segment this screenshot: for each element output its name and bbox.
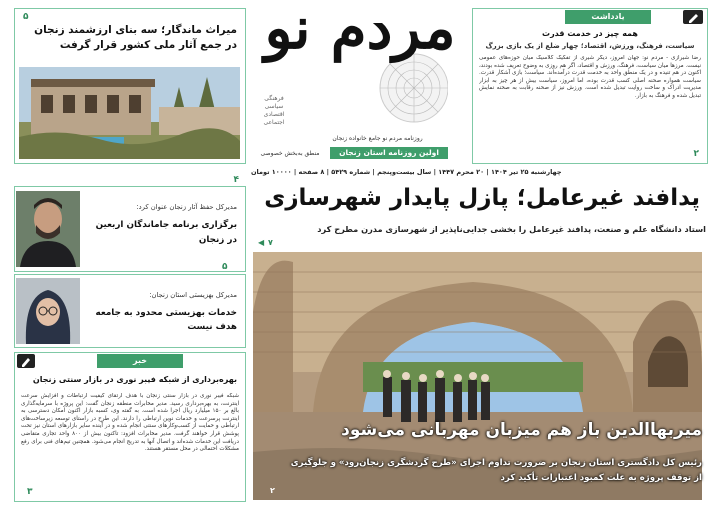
lead-page-number: ۷ xyxy=(268,238,273,247)
arrow-icon: ◀ xyxy=(258,238,265,247)
news-title: بهره‌برداری از شبکه فیبر نوری در بازار سنتی زنجان xyxy=(32,375,237,384)
editorial-box[interactable] xyxy=(472,8,708,164)
official-portrait-2 xyxy=(16,278,80,344)
page-number: ۵ xyxy=(23,12,29,22)
tagline: روزنامه مردم نو جامع خانواده زنجان xyxy=(332,135,423,142)
heritage-house-photo xyxy=(19,67,240,159)
side-story-1-title: برگزاری برنامه جاماندگان اربعین در زنجان xyxy=(95,220,237,245)
photo-story-title[interactable]: میربهاالدین باز هم میزبان مهربانی می‌شود xyxy=(341,420,702,440)
lead-subtitle: استاد دانشگاه علم و صنعت، پدافند غیرعامل را بخشی جدایی‌ناپذیر از شهرسازی مدرن مطرح کرد xyxy=(317,224,706,234)
editorial-title: همه چیز در خدمت قدرت xyxy=(542,29,638,38)
side-story-2-page: ۵ xyxy=(222,262,228,272)
lead-title[interactable]: پدافند غیرعامل؛ پازل پایدار شهرسازی xyxy=(264,185,700,211)
editorial-body: رضا شیرازی - مردم نو: جهان امروز، دیگر شیری از تفکیک کلاسیک میان حوزه‌های عمومی نیست. مرزها میان سیاست، فرهنگ، ورزش و اقتصاد، اگر هم روزی به وضوح تعریف شده بودند، اکنون در هم تنیده و در یک منطق واحد به خدمت قدرت درآمده‌اند. سیاست؛ بازی آشکار قدرت. سیاست همواره صحنه اصلی کسب قدرت بوده، اما امروز، سیاست بیش از هر چیز به ابزار مدیریت ادراک و ساخت روایت تبدیل شده است. ورزش نیز از صحنه رقابت به صحنه نمایش تبدیل شده و فرهنگ به بازار. xyxy=(479,55,701,99)
news-body: شبکه فیبر نوری در بازار سنتی زنجان با هدف ارتقای کیفیت ارتباطات و افزایش سرعت اینترنت، به بهره‌برداری رسید. مدیر مخابرات منطقه زنجان گفت: این پروژه با سرمایه‌گذاری بالغ بر ۱۵۰ میلیارد ریال اجرا شده است. به گفته وی، کسبه بازار اکنون امکان دسترسی به اینترنت پرسرعت و خدمات نوین ارتباطی را دارند. این طرح در راستای توسعه زیرساخت‌های ارتباطی و حمایت از کسب‌وکارهای سنتی انجام شده و در آینده سایر بازارهای استان نیز تحت پوشش قرار خواهند گرفت. مدیر مخابرات افزود: تاکنون بیش از ۸۰۰ واحد تجاری متقاضی دریافت این خدمات شده‌اند و اتصال آنها به تدریج انجام می‌شود. همچنین تیم‌های فنی برای رفع مشکلات احتمالی در محل مستقر هستند. xyxy=(21,393,239,453)
top-left-title: میراث ماندگار؛ سه بنای ارزشمند زنجان در جمع آثار ملی کشور قرار گرفت xyxy=(34,24,237,51)
side-word: اقتصادی xyxy=(263,111,285,118)
side-word: فرهنگی xyxy=(264,95,284,102)
side-word: سیاسی xyxy=(264,103,284,110)
side-word: اجتماعی xyxy=(263,119,285,126)
photo-page-number: ۲ xyxy=(270,486,275,495)
distribution-note: منطق به‌بخش خصوصی xyxy=(260,150,320,157)
editorial-tag: یادداشت xyxy=(565,10,651,24)
date-line: چهارشنبه ۲۵ تیر ۱۴۰۴ | ۲۰ محرم ۱۴۴۷ | سال بیست‌وپنجم | شماره ۵۴۲۹ | ۸ صفحه | ۱۰۰۰۰ تومان xyxy=(251,168,562,176)
official-portrait-1 xyxy=(16,191,80,267)
side-story-2-kicker: مدیرکل بهزیستی استان زنجان: xyxy=(149,291,237,299)
side-story-2-title: خدمات بهزیستی محدود به جامعه هدف نیست xyxy=(95,308,237,332)
side-story-1[interactable] xyxy=(14,175,246,272)
side-story-1-kicker: مدیرکل حفظ آثار زنجان عنوان کرد: xyxy=(136,203,237,211)
edition-banner: اولین روزنامه استان زنجان xyxy=(330,147,448,159)
news-pen-icon xyxy=(17,354,35,368)
photo-story-subtitle: رئیس کل دادگستری استان زنجان بر ضرورت تداوم اجرای «طرح گردشگری زنجان‌رود» و جلوگیری از توقف پروژه به علت کمبود اعتبارات تأکید کرد xyxy=(290,458,702,483)
side-story-2[interactable] xyxy=(14,274,246,348)
logo-text: مردم نو xyxy=(264,0,456,62)
news-tag: خبر xyxy=(97,354,183,368)
page-number: ۳ xyxy=(27,487,33,497)
side-words xyxy=(254,95,294,127)
masthead xyxy=(250,0,465,165)
page-number: ۴ xyxy=(233,175,239,185)
page-number: ۲ xyxy=(693,149,699,159)
editorial-subtitle: سیاست، فرهنگ، ورزش، اقتصاد؛ چهار ضلع از یک بازی بزرگ xyxy=(485,42,695,50)
news-story[interactable] xyxy=(14,352,246,502)
top-left-story[interactable] xyxy=(14,8,246,164)
edit-icon[interactable] xyxy=(683,10,703,24)
